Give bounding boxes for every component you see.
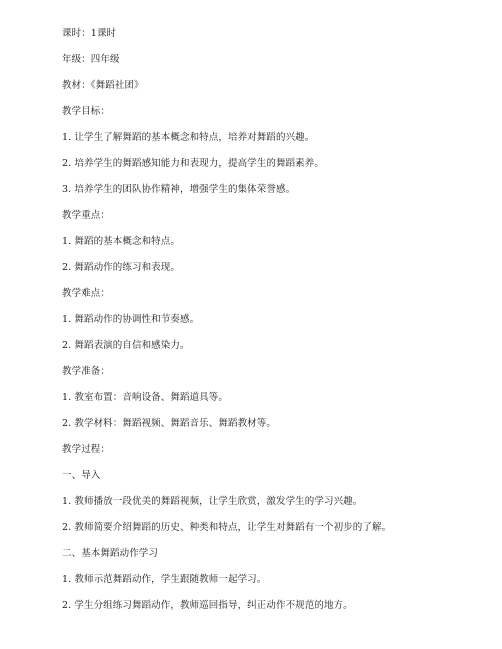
text-line: 教学准备：: [62, 366, 111, 377]
text-line: 2. 舞蹈动作的练习和表现。: [62, 262, 180, 273]
text-line: 2. 培养学生的舞蹈感知能力和表现力，提高学生的舞蹈素养。: [62, 158, 324, 169]
text-line: 教学重点：: [62, 210, 111, 221]
text-line: 二、基本舞蹈动作学习: [62, 548, 159, 559]
text-line: 2. 舞蹈表演的自信和感染力。: [62, 340, 190, 351]
text-line: 年级：四年级: [62, 54, 120, 65]
text-line: 2. 学生分组练习舞蹈动作，教师巡回指导，纠正动作不规范的地方。: [62, 600, 353, 611]
text-line: 1. 教师播放一段优美的舞蹈视频，让学生欣赏，激发学生的学习兴趣。: [62, 496, 363, 507]
text-line: 3. 培养学生的团队协作精神，增强学生的集体荣誉感。: [62, 184, 296, 195]
text-line: 2. 教师简要介绍舞蹈的历史、种类和特点，让学生对舞蹈有一个初步的了解。: [62, 522, 392, 533]
text-line: 教学过程：: [62, 444, 111, 455]
text-line: 1. 教室布置：音响设备、舞蹈道具等。: [62, 392, 228, 403]
text-line: 教学目标：: [62, 106, 111, 117]
text-line: 教材：《舞蹈社团》: [62, 80, 144, 91]
text-line: 1. 教师示范舞蹈动作，学生跟随教师一起学习。: [62, 574, 267, 585]
text-line: 教学难点：: [62, 288, 111, 299]
text-line: 2. 教学材料：舞蹈视频、舞蹈音乐、舞蹈教材等。: [62, 418, 276, 429]
text-line: 1. 舞蹈动作的协调性和节奏感。: [62, 314, 200, 325]
text-line: 1. 让学生了解舞蹈的基本概念和特点，培养对舞蹈的兴趣。: [62, 132, 315, 143]
text-line: 课时：1课时: [62, 28, 117, 39]
text-line: 一、导入: [62, 470, 101, 481]
text-line: 1. 舞蹈的基本概念和特点。: [62, 236, 180, 247]
